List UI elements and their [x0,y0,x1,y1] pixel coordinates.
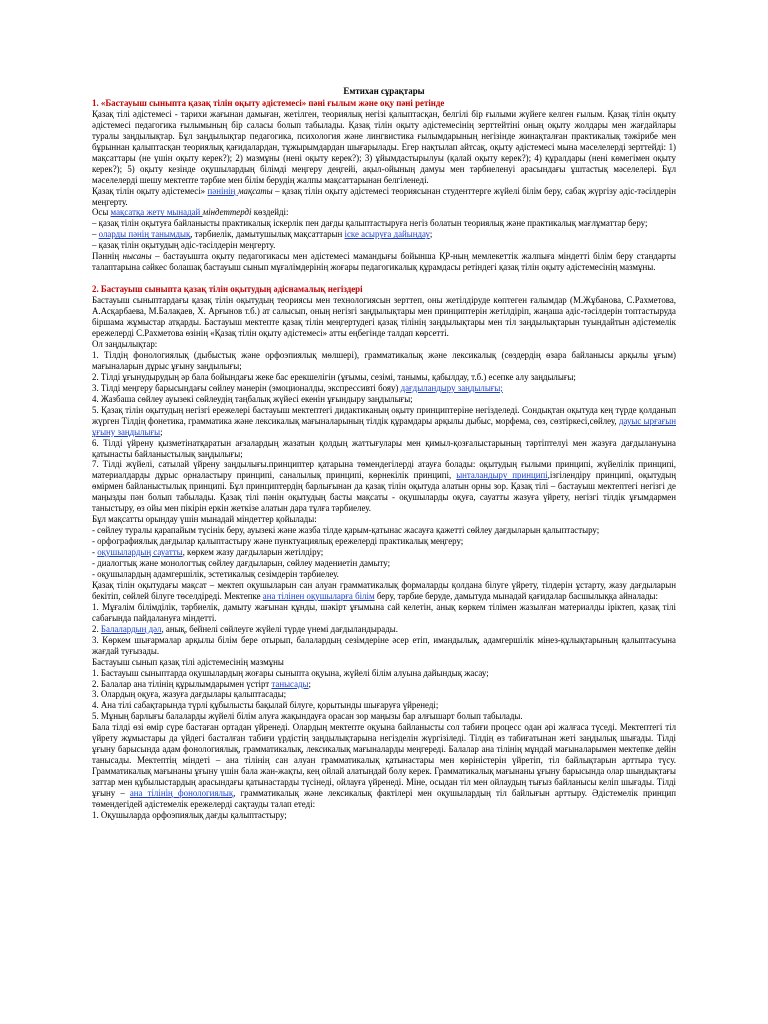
link[interactable]: оқушылардың сауатты [97,547,183,558]
link[interactable]: ана тілінің фонологиялық [129,788,234,799]
document-page [92,86,676,821]
link[interactable]: Балалардың дәл [100,623,162,634]
paragraph: Қазақ тілін оқыту әдістемесі» пәнінің мақсаты – қазақ тілін оқыту әдістемесі теориясынан студенттерге жүйелі білім беру, сабақ жүргізу әдіс-тәсілдерін меңгерту. [92,185,677,207]
paragraph: Бала тілді өзі өмір сүре бастаған ортадан үйренеді. Олардың мектепте оқуына байланысты сол табиғи процесс одан әрі жалғаса түседі. Мектептегі тіл үйрету жұмыстары да үйдегі басталған табиғи үрдістің заңдылықтарына негізделін жүргізіледі. Тілдің өз табиғатынан жеті заңдылық шығады. Тілді ұғыну барысында адам фонологиялық, грамматикалық, лексикалық мағыналарды меңгереді. Балалар ана тілінің мұндай мағыналарымен мектепке дейін танысады. Мектептің міндеті – ана тілінің сан алуан грамматикалық қатынастары мен көріністерін үйретіп, тіл байлықтарын арттыра түсу. Грамматикалық мағынаны ұғыну үшін бала жан-жақты, кең ойлай алатындай болу керек. Грамматикалық мағынаны ұғыну барысында олар шындықтағы заттар мен құбылыстардың арасындағы қатынастарды түсінеді, ойлауға үйренеді. Міне, осыдан тіл мен ойлаудың тығыз байланысы келіп шығады. Тілді ұғыну – ана тілінің фонологиялық, грамматикалық және лексикалық фактілері мен оқушылардың тіл байлығын арттыру. Әдістемелік принцип төмендегідей әдістемелік ережелерді сақтауды талап етеді: [92,722,676,809]
list-item: 2. Балалар ана тілінің құрылымдарымен үстірт танысады; [92,678,311,689]
list-item: 1. Мұғалім білімділік, тәрбиелік, дамыту жағынан құнды, шәкірт ұғымына сай келетін, анық көркем тілімен жазылған материалды іріктеп, қазақ тілі сабағында пайдалануға міндетті. [92,601,676,623]
paragraph: Осы мақсатқа жету мынадай міндеттерді көздейді: [92,207,289,218]
paragraph: Пәннің нысаны – бастауышта оқыту педагогикасы мен әдістемесі мамандығы бойынша ҚР-ның мемлекеттік жалпыға міндетті білім беру стандарты талаптарына сәйкес болашақ бастауыш сынып мұғалімдерінің жоғары педагогикалық құрамдасы ретіндегі қазақ тілін оқыту әдістемесінің мазмұны. [92,251,676,273]
list-item: 5. Қазақ тілін оқытудың негізгі ережелері бастауыш мектептегі дидактиканың оқыту принциптеріне негізделеді. Сондықтан оқытуда кең түрде қолданып жүрген Тілдің фонетика, грамматика және лексикалық мағыналарының тілдік құрамдары арқылы дыбыс, морфема, сөз, сөзтіркесі,сөйлеу, дауыс ырғағын ұғыну заңдылығы; [92,404,676,437]
list-item: 3. Тілді меңгеру барысындағы сөйлеу мәнерін (эмоционалды, экспрессивті бояу) дағдыландыру заңдылығы; [92,382,503,393]
list-item: 1. Оқушыларда орфоэпиялық дағды қалыптастыру; [92,809,287,820]
link[interactable]: дағдыландыру заңдылығы; [400,382,503,393]
paragraph: Қазақ тілі әдістемесі - тарихи жағынан дамыған, жетілген, теориялық негізі қалыптасқан, белгілі бір ғылыми жүйеге келген ғылым. Қазақ тілін оқыту әдістемесі педагогика ғылымының бір саласы болып табылады. Қазақ тілін оқыту әдістемесінің зерттейтіні оның оқыту жолдары мен жағдайлары туралы заңдылықтар. Бұл заңдылықтар педагогика, психология және лингвистика ғылымдарының негізінде жинақталған практикалық тәжірибе мен бұрыннан қалыптасқан теориялық қағидалардан, тұжырымдардан шығарылады. Егер нақтылап айтсақ, оқыту әдістемесі мына мәселелерді зерттейді: 1) мақсаттары (не үшін оқыту керек?); 2) мазмұны (нені оқыту керек?); 3) ұйымдастырылуы (қалай оқыту керек?); 4) құралдары (нені көмегімен оқыту керек?); 5) оқыту кезінде оқушылардың білімді меңгеру деңгейі, ақыл-ойының дамуы мен тәрбиеленуі арасындағы ұштастық мәселелері. Бұл мәселелерді шешу мектепте тәрбие мен білім берудің жалпы мақсаттарынан белгіленеді. [92,108,676,185]
link[interactable]: дауыс ырғағын ұғыну заңдылығы [92,415,676,437]
paragraph: Қазақ тілін оқытудағы мақсат – мектеп оқушыларын сан алуан грамматикалық формаларды қолдана білуге үйрету, тілдерін ұстарту, жазу дағдыларын бекітіп, сөйлей білуге төселдіреді. Мектепке ана тілінен оқушыларға білім беру, тәрбие беруде, дамытуда мынадай қағидалар басшылыққа айналады: [92,579,676,601]
list-item: 2. Тілді ұғынудырудың әр бала бойындағы жеке бас ерекшелігін (ұғымы, сезімі, танымы, қабылдау, т.б.) есепке алу заңдылығы; [92,371,576,382]
list-item: 7. Тілді жүйелі, сатылай үйрену заңдылығы.принциптер қатарына төмендегілерді атауға болады: оқытудың ғылыми принципі, жүйелілік принципі, материалдарды дұрыс орналастыру принципі, саналылық принципі, көрнекілік принципі, ынталандыру принципі,ізгілендіру принципі, оқытудың өмірмен байланыстылық принципі. Бұл принциптердің барлығынан да қазақ тілін оқытуда алатын орны зор. Қазақ тілі – бастауыш мектептегі негізгі де маңызды пән болып табылады. Қазақ тілі пәнін оқытудың басты мақсаты - оқушыларды оқуға, сауатты жазуға үйрету, негізгі тілдік ұғымдармен таныстыру, өз ойы мен пікірін еркін жеткізе алатын дара тұлға тәрбиелеу. [92,459,676,514]
link[interactable]: танысады [271,678,309,689]
list-item: 2. Балалардың дәл, анық, бейнелі сөйлеуге жүйелі түрде үнемі дағдыландырады. [92,623,398,634]
list-item: 3. Көркем шығармалар арқылы білім бере отырып, балалардың сезімдеріне әсер етіп, имандылық, адамгершілік мінез-құлықтарының қалыптасуына жағдай туғызады. [92,634,676,656]
list-item: – оларды пәнің танымдық, тәрбиелік, дамытушылық мақсаттарын іске асыруға дайындау; [92,229,433,240]
paragraph: Бастауыш сыныптардағы қазақ тілін оқытудың теориясы мен технологиясын зерттеп, оны жетілдіруде көптеген ғалымдар (М.Жұбанова, С.Рахметова, А.Асқарбаева, М.Балақаев, Х. Арғынов т.б.) ат салысып, оның негізгі заңдылықтары мен принциптерін жетілдіріп, жаңаша әдіс-тәсілдерін топтастыруда біршама жұмыстар атқарды. Бастауыш мектепте қазақ тілін меңгертудегі қазақ тілінің заңдылықтары мен тіл заңдылықтарын туындайтын әдістемелік ережелерді С.Рахметова өзінің «Қазақ тілін оқыту әдістемесі» атты еңбегінде талдап көрсетті. [92,295,676,339]
section-1-heading: 1. «Бастауыш сыныпта қазақ тілін оқыту әдістемесі» пәні ғылым және оқу пәні ретінде [92,97,445,108]
list-item: 4. Жазбаша сөйлеу ауызекі сөйлеудің таңбалық жүйесі екенін ұғындыру заңдылығы; [92,393,413,404]
paragraph: Бастауыш сынып қазақ тілі әдістемесінің мазмұны [92,656,284,667]
link[interactable]: ана тілінен оқушыларға білім [262,590,375,601]
list-item: 3. Олардың оқуға, жазуға дағдылары қалыптасады; [92,689,287,700]
page-title: Емтихан сұрақтары [343,86,425,96]
list-item: 5. Мұның барлығы балаларды жүйелі білім алуға жақындауға орасан зор маңызы бар алғышарт болып табылады. [92,711,523,722]
section-2-heading: 2. Бастауыш сыныпта қазақ тілін оқытудың әдіснамалық негіздері [92,284,363,295]
list-item: 4. Ана тілі сабақтарында түрлі құбылысты бақылай білуге, қорытынды шығаруға үйренеді; [92,700,439,711]
link[interactable]: пәнінің [207,185,238,196]
list-item: – қазақ тілін оқытудың әдіс-тәсілдерін меңгерту. [92,240,276,251]
link[interactable]: ынталандыру принципі [456,470,548,481]
list-item: - сөйлеу туралы қарапайым түсінік беру, ауызекі және жазба тілде қарым-қатынас жасауға қажетті сөйлеу дағдыларын қалыптастыру; [92,525,600,536]
list-item: - орфографиялық дағдылар қалыптастыру және пунктуациялық ережелерді практикалық меңгеру; [92,536,464,547]
list-item: – қазақ тілін оқытуға байланысты практикалық іскерлік пен дағды қалыптастыруға негіз болатын теориялық және практикалық мағлұматтар беру; [92,218,648,229]
link[interactable]: іске асыруға дайындау [344,229,430,240]
list-item: - диалогтық және монологтық сөйлеу дағдыларын, сөйлеу мәдениетін дамыту; [92,558,391,569]
list-item: 1. Бастауыш сыныптарда оқушылардың жоғары сыныпта оқуына, жүйелі білім алуына дайындық жасау; [92,667,489,678]
list-item: 6. Тілді үйрену қызметінатқаратын ағзалардың жазатын қолдың жаттығулары мен қимыл-қозғалыстарының тәртіптелуі мен жазуға дағдылануына қатынасты байланыстылық заңдылығы; [92,437,676,459]
paragraph: Бұл мақсатты орындау үшін мынадай міндеттер қойылады: [92,514,317,525]
spacer [92,273,676,284]
list-item: - оқушылардың сауатты, көркем жазу дағдыларын жетілдіру; [92,547,324,558]
paragraph: Ол заңдылықтар: [92,338,158,349]
link[interactable]: мақсатқа жету мынадай [110,207,203,218]
list-item: 1. Тілдің фонологиялық (дыбыстық және орфоэпиялық мөлшері), грамматикалық және лексикалық (сөздердің өзара байланысы арқылы ұғым) мағыналарын дұрыс ұғыну заңдылығы; [92,349,676,371]
link[interactable]: оларды пәнің танымдық [98,229,191,240]
list-item: - оқушылардың адамгершілік, эстетикалық сезімдерін тәрбиелеу. [92,568,339,579]
